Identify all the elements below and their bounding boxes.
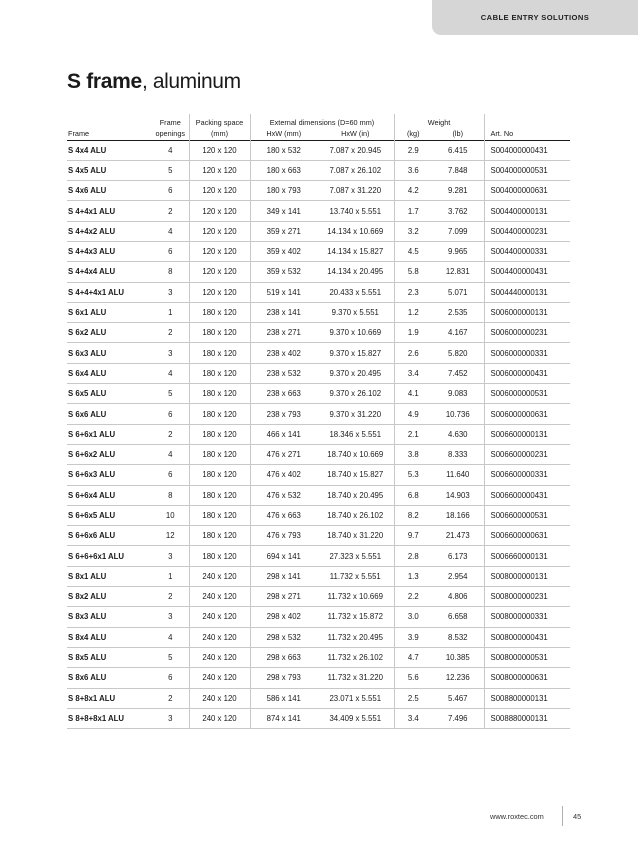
cell-weight-lb: 4.630 bbox=[447, 429, 468, 439]
cell-frame: S 6x4 ALU bbox=[68, 368, 107, 378]
cell-openings: 3 bbox=[168, 713, 173, 723]
table-row bbox=[67, 181, 570, 201]
cell-hxw-mm: 298 x 141 bbox=[250, 566, 317, 586]
cell-openings: 2 bbox=[168, 693, 173, 703]
cell-art-no: S004000000431 bbox=[484, 140, 570, 160]
header-row-top bbox=[67, 114, 570, 127]
cell-art-no: S006600000131 bbox=[484, 424, 570, 444]
cell-packing-space: 240 x 120 bbox=[189, 587, 250, 607]
cell-openings: 2 bbox=[168, 206, 173, 216]
cell-hxw-mm: 476 x 402 bbox=[250, 465, 317, 485]
cell-packing-space: 180 x 120 bbox=[189, 302, 250, 322]
cell-openings: 6 bbox=[168, 186, 173, 196]
cell-openings: 3 bbox=[168, 612, 173, 622]
cell-weight-kg: 4.5 bbox=[394, 241, 432, 261]
cell-hxw-mm: 180 x 532 bbox=[250, 140, 317, 160]
cell-frame: S 8x5 ALU bbox=[68, 653, 107, 663]
cell-hxw-in: 14.134 x 10.669 bbox=[327, 226, 384, 236]
table-row bbox=[67, 647, 570, 667]
cell-openings: 4 bbox=[168, 226, 173, 236]
header-external-dimensions: External dimensions (D=60 mm) bbox=[250, 114, 394, 127]
cell-weight-kg: 3.8 bbox=[394, 444, 432, 464]
cell-frame: S 4+4+4x1 ALU bbox=[68, 287, 125, 297]
cell-hxw-mm: 359 x 532 bbox=[250, 262, 317, 282]
table-row bbox=[67, 627, 570, 647]
cell-packing-space: 120 x 120 bbox=[189, 140, 250, 160]
header-hxw-mm: HxW (mm) bbox=[250, 127, 317, 140]
cell-art-no: S008880000131 bbox=[484, 708, 570, 728]
cell-weight-lb: 4.167 bbox=[447, 328, 468, 338]
cell-hxw-in: 11.732 x 31.220 bbox=[327, 673, 383, 683]
footer-divider bbox=[562, 806, 563, 826]
cell-packing-space: 120 x 120 bbox=[189, 282, 250, 302]
cell-openings: 2 bbox=[168, 328, 173, 338]
header-lb: (lb) bbox=[452, 128, 464, 138]
cell-frame: S 6+6x1 ALU bbox=[68, 429, 116, 439]
cell-hxw-mm: 238 x 402 bbox=[250, 343, 317, 363]
cell-hxw-in: 18.346 x 5.551 bbox=[329, 429, 382, 439]
cell-art-no: S004000000631 bbox=[484, 181, 570, 201]
cell-art-no: S006600000331 bbox=[484, 465, 570, 485]
title-rest: , aluminum bbox=[141, 70, 241, 93]
cell-hxw-in: 7.087 x 26.102 bbox=[329, 165, 382, 175]
cell-weight-kg: 4.1 bbox=[394, 384, 432, 404]
table-row bbox=[67, 160, 570, 180]
cell-weight-lb: 6.658 bbox=[447, 612, 468, 622]
cell-weight-lb: 11.640 bbox=[446, 470, 470, 480]
cell-hxw-in: 14.134 x 15.827 bbox=[327, 247, 384, 257]
table-row bbox=[67, 566, 570, 586]
cell-frame: S 4+4x1 ALU bbox=[68, 206, 116, 216]
cell-frame: S 4x4 ALU bbox=[68, 145, 107, 155]
cell-weight-kg: 6.8 bbox=[394, 485, 432, 505]
cell-art-no: S004400000331 bbox=[484, 241, 570, 261]
cell-hxw-in: 23.071 x 5.551 bbox=[329, 693, 382, 703]
cell-weight-kg: 5.8 bbox=[394, 262, 432, 282]
cell-weight-lb: 14.903 bbox=[445, 490, 470, 500]
table-row bbox=[67, 607, 570, 627]
cell-hxw-mm: 349 x 141 bbox=[250, 201, 317, 221]
cell-weight-lb: 8.333 bbox=[447, 450, 468, 460]
cell-packing-space: 120 x 120 bbox=[189, 181, 250, 201]
table-row bbox=[67, 201, 570, 221]
page-title bbox=[67, 70, 241, 94]
cell-packing-space: 180 x 120 bbox=[189, 343, 250, 363]
cell-weight-kg: 8.2 bbox=[394, 505, 432, 525]
cell-weight-kg: 5.6 bbox=[394, 668, 432, 688]
cell-packing-space: 240 x 120 bbox=[189, 627, 250, 647]
header-row-bottom bbox=[67, 127, 570, 140]
cell-weight-kg: 3.2 bbox=[394, 221, 432, 241]
cell-weight-kg: 2.9 bbox=[394, 140, 432, 160]
cell-frame: S 8x4 ALU bbox=[68, 632, 107, 642]
cell-weight-kg: 3.4 bbox=[394, 363, 432, 383]
cell-art-no: S006600000531 bbox=[484, 505, 570, 525]
cell-packing-space: 240 x 120 bbox=[189, 688, 250, 708]
cell-hxw-in: 11.732 x 26.102 bbox=[327, 653, 383, 663]
header-weight: Weight bbox=[394, 114, 484, 127]
title-bold: S frame bbox=[67, 70, 142, 93]
cell-hxw-mm: 298 x 663 bbox=[250, 647, 317, 667]
cell-packing-space: 240 x 120 bbox=[189, 668, 250, 688]
cell-openings: 6 bbox=[168, 247, 173, 257]
cell-packing-space: 240 x 120 bbox=[189, 708, 250, 728]
cell-packing-space: 180 x 120 bbox=[189, 323, 250, 343]
cell-art-no: S006000000131 bbox=[484, 302, 570, 322]
cell-openings: 2 bbox=[168, 592, 173, 602]
header-frame: Frame bbox=[68, 128, 90, 138]
cell-weight-kg: 3.6 bbox=[394, 160, 432, 180]
cell-art-no: S008000000431 bbox=[484, 627, 570, 647]
table-row bbox=[67, 343, 570, 363]
table-row bbox=[67, 404, 570, 424]
cell-hxw-mm: 238 x 793 bbox=[250, 404, 317, 424]
cell-frame: S 8x1 ALU bbox=[68, 571, 107, 581]
cell-weight-lb: 6.415 bbox=[447, 145, 468, 155]
cell-art-no: S006000000631 bbox=[484, 404, 570, 424]
header-openings-1: Frame bbox=[159, 118, 181, 127]
cell-art-no: S008000000131 bbox=[484, 566, 570, 586]
cell-openings: 1 bbox=[168, 571, 173, 581]
cell-art-no: S006000000231 bbox=[484, 323, 570, 343]
cell-frame: S 6+6x4 ALU bbox=[68, 490, 116, 500]
cell-frame: S 8x2 ALU bbox=[68, 592, 107, 602]
cell-hxw-in: 13.740 x 5.551 bbox=[329, 206, 382, 216]
cell-frame: S 6x5 ALU bbox=[68, 389, 107, 399]
cell-hxw-mm: 694 x 141 bbox=[250, 546, 317, 566]
cell-openings: 5 bbox=[168, 389, 173, 399]
cell-weight-lb: 7.496 bbox=[447, 713, 468, 723]
cell-weight-lb: 10.736 bbox=[445, 409, 470, 419]
cell-hxw-mm: 238 x 141 bbox=[250, 302, 317, 322]
header-hxw-in: HxW (in) bbox=[341, 128, 370, 138]
cell-frame: S 8x6 ALU bbox=[68, 673, 107, 683]
cell-openings: 5 bbox=[168, 165, 173, 175]
cell-hxw-in: 9.370 x 15.827 bbox=[329, 348, 382, 358]
cell-weight-lb: 21.473 bbox=[445, 531, 470, 541]
cell-art-no: S004440000131 bbox=[484, 282, 570, 302]
cell-frame: S 6+6x2 ALU bbox=[68, 450, 116, 460]
cell-openings: 4 bbox=[168, 632, 173, 642]
cell-openings: 3 bbox=[168, 287, 173, 297]
cell-packing-space: 120 x 120 bbox=[189, 221, 250, 241]
cell-weight-lb: 2.954 bbox=[447, 571, 468, 581]
cell-art-no: S008000000231 bbox=[484, 587, 570, 607]
cell-weight-kg: 3.9 bbox=[394, 627, 432, 647]
table-row bbox=[67, 444, 570, 464]
cell-hxw-in: 34.409 x 5.551 bbox=[329, 713, 382, 723]
cell-openings: 3 bbox=[168, 348, 173, 358]
cell-hxw-in: 20.433 x 5.551 bbox=[329, 287, 382, 297]
cell-weight-lb: 7.848 bbox=[447, 165, 468, 175]
cell-weight-lb: 3.762 bbox=[447, 206, 468, 216]
cell-hxw-mm: 298 x 271 bbox=[250, 587, 317, 607]
header-art-no: Art. No bbox=[484, 127, 570, 140]
cell-weight-kg: 2.8 bbox=[394, 546, 432, 566]
cell-art-no: S008000000631 bbox=[484, 668, 570, 688]
cell-packing-space: 240 x 120 bbox=[189, 647, 250, 667]
cell-art-no: S006600000231 bbox=[484, 444, 570, 464]
cell-frame: S 8+8x1 ALU bbox=[68, 693, 116, 703]
cell-weight-lb: 2.535 bbox=[447, 308, 468, 318]
cell-packing-space: 120 x 120 bbox=[189, 241, 250, 261]
header-packing-2: (mm) bbox=[189, 127, 250, 140]
cell-hxw-mm: 476 x 663 bbox=[250, 505, 317, 525]
cell-weight-lb: 9.965 bbox=[447, 247, 468, 257]
cell-weight-lb: 6.173 bbox=[447, 551, 468, 561]
cell-art-no: S006660000131 bbox=[484, 546, 570, 566]
cell-frame: S 6+6x3 ALU bbox=[68, 470, 116, 480]
cell-art-no: S008800000131 bbox=[484, 688, 570, 708]
cell-openings: 5 bbox=[168, 653, 173, 663]
cell-packing-space: 180 x 120 bbox=[189, 404, 250, 424]
cell-frame: S 8x3 ALU bbox=[68, 612, 107, 622]
cell-art-no: S006600000431 bbox=[484, 485, 570, 505]
cell-hxw-mm: 298 x 402 bbox=[250, 607, 317, 627]
cell-frame: S 4x6 ALU bbox=[68, 186, 107, 196]
cell-hxw-in: 9.370 x 31.220 bbox=[329, 409, 382, 419]
cell-openings: 8 bbox=[168, 490, 173, 500]
frame-spec-table bbox=[67, 114, 570, 729]
cell-weight-lb: 12.831 bbox=[445, 267, 470, 277]
table-row bbox=[67, 465, 570, 485]
cell-hxw-in: 9.370 x 20.495 bbox=[329, 368, 382, 378]
cell-hxw-mm: 476 x 793 bbox=[250, 526, 317, 546]
header-openings-2: openings bbox=[155, 128, 186, 138]
cell-packing-space: 180 x 120 bbox=[189, 546, 250, 566]
cell-hxw-in: 18.740 x 20.495 bbox=[327, 490, 384, 500]
cell-hxw-mm: 238 x 271 bbox=[250, 323, 317, 343]
cell-art-no: S004400000231 bbox=[484, 221, 570, 241]
cell-packing-space: 180 x 120 bbox=[189, 363, 250, 383]
cell-weight-kg: 2.5 bbox=[394, 688, 432, 708]
cell-hxw-in: 9.370 x 5.551 bbox=[331, 308, 379, 318]
page-number: 45 bbox=[573, 812, 582, 821]
cell-frame: S 6x2 ALU bbox=[68, 328, 107, 338]
cell-weight-kg: 3.0 bbox=[394, 607, 432, 627]
table-row bbox=[67, 140, 570, 160]
cell-weight-lb: 4.806 bbox=[447, 592, 468, 602]
cell-art-no: S004000000531 bbox=[484, 160, 570, 180]
table-row bbox=[67, 302, 570, 322]
table-row bbox=[67, 668, 570, 688]
cell-weight-lb: 7.099 bbox=[447, 226, 468, 236]
cell-hxw-mm: 519 x 141 bbox=[250, 282, 317, 302]
cell-packing-space: 180 x 120 bbox=[189, 424, 250, 444]
cell-weight-lb: 5.820 bbox=[447, 348, 468, 358]
table-row bbox=[67, 688, 570, 708]
cell-hxw-mm: 586 x 141 bbox=[250, 688, 317, 708]
cell-art-no: S008000000331 bbox=[484, 607, 570, 627]
cell-openings: 1 bbox=[168, 308, 173, 318]
cell-openings: 2 bbox=[168, 429, 173, 439]
cell-art-no: S008000000531 bbox=[484, 647, 570, 667]
table-row bbox=[67, 221, 570, 241]
cell-frame: S 6x3 ALU bbox=[68, 348, 107, 358]
cell-hxw-in: 11.732 x 10.669 bbox=[327, 592, 383, 602]
table-row bbox=[67, 485, 570, 505]
cell-weight-kg: 2.2 bbox=[394, 587, 432, 607]
table-row bbox=[67, 241, 570, 261]
table-row bbox=[67, 363, 570, 383]
cell-weight-kg: 3.4 bbox=[394, 708, 432, 728]
cell-hxw-in: 18.740 x 26.102 bbox=[327, 510, 384, 520]
cell-hxw-in: 18.740 x 15.827 bbox=[327, 470, 384, 480]
cell-art-no: S006000000331 bbox=[484, 343, 570, 363]
cell-hxw-mm: 476 x 532 bbox=[250, 485, 317, 505]
cell-hxw-mm: 180 x 793 bbox=[250, 181, 317, 201]
cell-weight-kg: 9.7 bbox=[394, 526, 432, 546]
cell-frame: S 6x6 ALU bbox=[68, 409, 107, 419]
section-header-tab bbox=[432, 0, 638, 35]
cell-openings: 3 bbox=[168, 551, 173, 561]
header-kg: (kg) bbox=[394, 127, 432, 140]
cell-weight-kg: 2.3 bbox=[394, 282, 432, 302]
cell-hxw-mm: 874 x 141 bbox=[250, 708, 317, 728]
cell-weight-lb: 18.166 bbox=[445, 510, 470, 520]
cell-frame: S 4+4x3 ALU bbox=[68, 247, 116, 257]
cell-hxw-in: 9.370 x 10.669 bbox=[329, 328, 382, 338]
cell-hxw-mm: 238 x 532 bbox=[250, 363, 317, 383]
cell-frame: S 6+6x6 ALU bbox=[68, 531, 116, 541]
cell-hxw-in: 11.732 x 15.872 bbox=[327, 612, 383, 622]
cell-hxw-in: 18.740 x 10.669 bbox=[327, 450, 384, 460]
cell-hxw-in: 7.087 x 20.945 bbox=[329, 145, 382, 155]
cell-weight-kg: 1.2 bbox=[394, 302, 432, 322]
cell-weight-kg: 1.7 bbox=[394, 201, 432, 221]
cell-openings: 6 bbox=[168, 470, 173, 480]
cell-hxw-in: 11.732 x 5.551 bbox=[329, 571, 381, 581]
cell-art-no: S004400000131 bbox=[484, 201, 570, 221]
cell-hxw-in: 14.134 x 20.495 bbox=[327, 267, 384, 277]
header-packing-1: Packing space bbox=[189, 114, 250, 127]
cell-packing-space: 180 x 120 bbox=[189, 485, 250, 505]
cell-packing-space: 120 x 120 bbox=[189, 201, 250, 221]
table-row bbox=[67, 546, 570, 566]
cell-frame: S 4+4x4 ALU bbox=[68, 267, 116, 277]
cell-packing-space: 180 x 120 bbox=[189, 384, 250, 404]
cell-hxw-mm: 180 x 663 bbox=[250, 160, 317, 180]
cell-openings: 6 bbox=[168, 409, 173, 419]
table-body bbox=[67, 140, 570, 729]
cell-openings: 8 bbox=[168, 267, 173, 277]
cell-frame: S 6+6x5 ALU bbox=[68, 510, 116, 520]
cell-frame: S 4x5 ALU bbox=[68, 165, 107, 175]
cell-hxw-mm: 476 x 271 bbox=[250, 444, 317, 464]
table-row bbox=[67, 262, 570, 282]
table-row bbox=[67, 505, 570, 525]
cell-packing-space: 180 x 120 bbox=[189, 444, 250, 464]
cell-weight-kg: 2.6 bbox=[394, 343, 432, 363]
cell-packing-space: 240 x 120 bbox=[189, 566, 250, 586]
cell-openings: 10 bbox=[165, 510, 175, 520]
cell-weight-kg: 5.3 bbox=[394, 465, 432, 485]
cell-art-no: S004400000431 bbox=[484, 262, 570, 282]
table-row bbox=[67, 587, 570, 607]
cell-frame: S 6x1 ALU bbox=[68, 308, 107, 318]
table-row bbox=[67, 424, 570, 444]
cell-packing-space: 180 x 120 bbox=[189, 465, 250, 485]
cell-hxw-mm: 238 x 663 bbox=[250, 384, 317, 404]
cell-weight-lb: 10.385 bbox=[445, 653, 470, 663]
cell-weight-lb: 9.083 bbox=[447, 389, 468, 399]
cell-frame: S 4+4x2 ALU bbox=[68, 226, 116, 236]
cell-weight-kg: 2.1 bbox=[394, 424, 432, 444]
cell-openings: 6 bbox=[168, 673, 173, 683]
cell-hxw-mm: 359 x 402 bbox=[250, 241, 317, 261]
cell-openings: 4 bbox=[168, 145, 173, 155]
cell-hxw-mm: 298 x 793 bbox=[250, 668, 317, 688]
cell-weight-lb: 12.236 bbox=[445, 673, 470, 683]
footer-website: www.roxtec.com bbox=[490, 812, 544, 821]
cell-packing-space: 180 x 120 bbox=[189, 505, 250, 525]
cell-weight-lb: 5.071 bbox=[447, 287, 468, 297]
cell-art-no: S006000000431 bbox=[484, 363, 570, 383]
cell-weight-lb: 7.452 bbox=[447, 368, 468, 378]
table-row bbox=[67, 384, 570, 404]
cell-frame: S 8+8+8x1 ALU bbox=[68, 713, 125, 723]
cell-packing-space: 240 x 120 bbox=[189, 607, 250, 627]
cell-hxw-mm: 466 x 141 bbox=[250, 424, 317, 444]
cell-hxw-mm: 298 x 532 bbox=[250, 627, 317, 647]
cell-weight-kg: 4.9 bbox=[394, 404, 432, 424]
cell-openings: 4 bbox=[168, 450, 173, 460]
cell-hxw-in: 11.732 x 20.495 bbox=[327, 632, 383, 642]
cell-weight-kg: 4.2 bbox=[394, 181, 432, 201]
cell-art-no: S006600000631 bbox=[484, 526, 570, 546]
cell-openings: 4 bbox=[168, 368, 173, 378]
section-header-label: CABLE ENTRY SOLUTIONS bbox=[480, 13, 590, 22]
cell-weight-lb: 9.281 bbox=[447, 186, 468, 196]
cell-openings: 12 bbox=[165, 531, 175, 541]
cell-art-no: S006000000531 bbox=[484, 384, 570, 404]
cell-hxw-in: 18.740 x 31.220 bbox=[327, 531, 384, 541]
cell-weight-lb: 8.532 bbox=[447, 632, 468, 642]
table-row bbox=[67, 526, 570, 546]
table-row bbox=[67, 282, 570, 302]
cell-weight-kg: 1.9 bbox=[394, 323, 432, 343]
header-blank bbox=[67, 114, 152, 127]
cell-hxw-in: 7.087 x 31.220 bbox=[329, 186, 382, 196]
cell-packing-space: 120 x 120 bbox=[189, 262, 250, 282]
cell-hxw-mm: 359 x 271 bbox=[250, 221, 317, 241]
table-row bbox=[67, 708, 570, 728]
cell-weight-lb: 5.467 bbox=[447, 693, 468, 703]
cell-hxw-in: 27.323 x 5.551 bbox=[329, 551, 382, 561]
cell-weight-kg: 4.7 bbox=[394, 647, 432, 667]
cell-packing-space: 180 x 120 bbox=[189, 526, 250, 546]
header-blank-art bbox=[484, 114, 570, 127]
cell-hxw-in: 9.370 x 26.102 bbox=[329, 389, 382, 399]
table-row bbox=[67, 323, 570, 343]
cell-weight-kg: 1.3 bbox=[394, 566, 432, 586]
cell-frame: S 6+6+6x1 ALU bbox=[68, 551, 125, 561]
cell-packing-space: 120 x 120 bbox=[189, 160, 250, 180]
